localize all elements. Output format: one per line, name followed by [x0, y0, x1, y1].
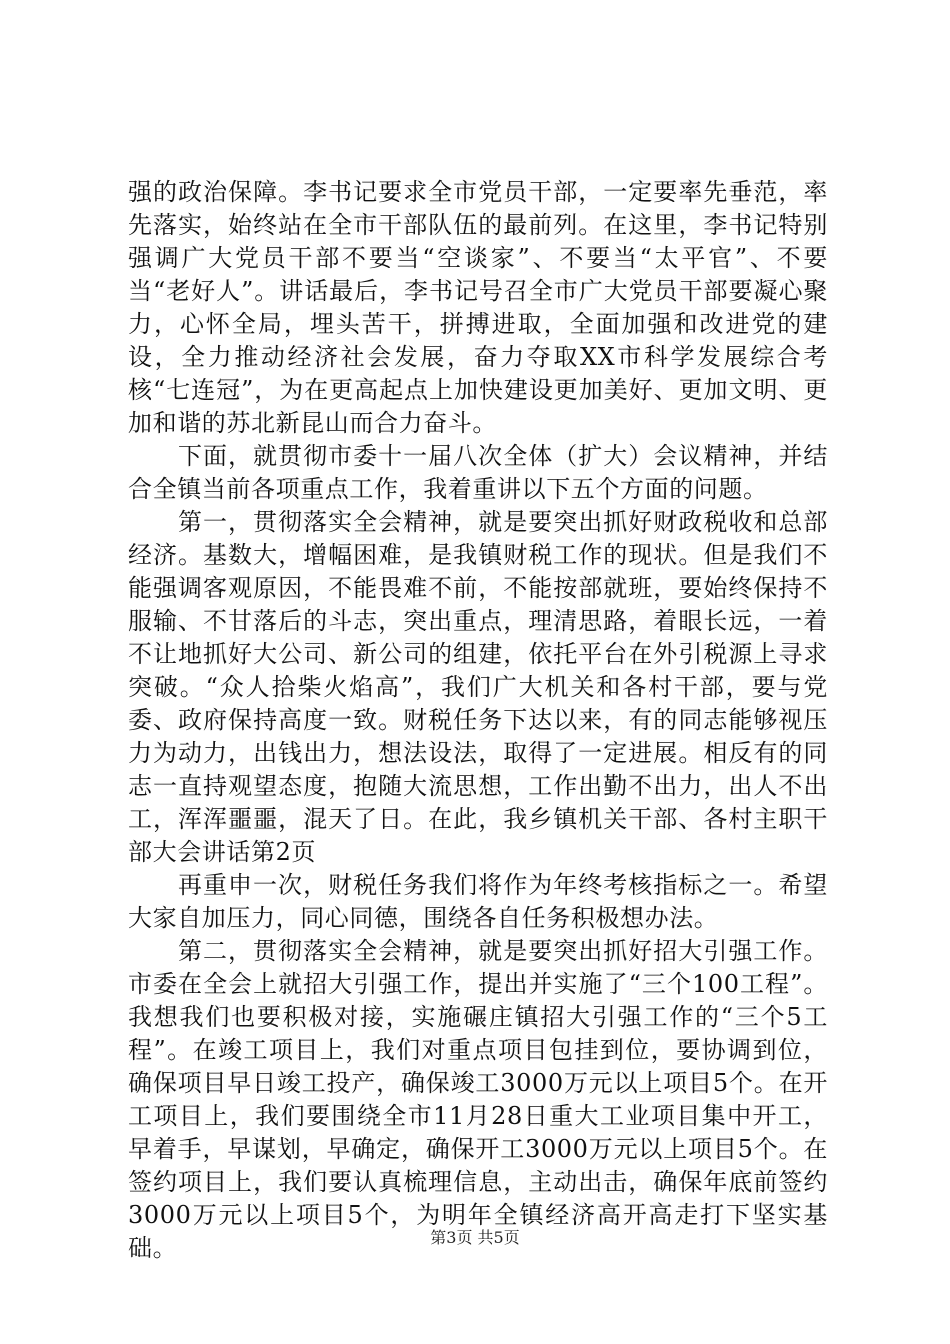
page-number-label: 第3页 共5页	[430, 1228, 520, 1247]
page-footer	[0, 1228, 950, 1248]
paragraph-4: 再重申一次，财税任务我们将作为年终考核指标之一。希望大家自加压力，同心同德，围绕各自任务积极想办法。	[128, 871, 828, 932]
document-body	[128, 176, 828, 1265]
paragraph-5: 第二，贯彻落实全会精神，就是要突出抓好招大引强工作。市委在全会上就招大引强工作，提出并实施了“三个100工程”。我想我们也要积极对接，实施碾庄镇招大引强工作的“三个5工程”。在竣工项目上，我们对重点项目包挂到位，要协调到位，确保项目早日竣工投产，确保竣工3000万元以上项目5个。在开工项目上，我们要围绕全市11月28日重大工业项目集中开工，早着手，早谋划，早确定，确保开工3000万元以上项目5个。在签约项目上，我们要认真梳理信息，主动出击，确保年底前签约3000万元以上项目5个，为明年全镇经济高开高走打下坚实基础。	[128, 937, 828, 1262]
paragraph-3: 第一，贯彻落实全会精神，就是要突出抓好财政税收和总部经济。基数大，增幅困难，是我镇财税工作的现状。但是我们不能强调客观原因，不能畏难不前，不能按部就班，要始终保持不服输、不甘落后的斗志，突出重点，理清思路，着眼长远，一着不让地抓好大公司、新公司的组建，依托平台在外引税源上寻求突破。“众人拾柴火焰高”，我们广大机关和各村干部，要与党委、政府保持高度一致。财税任务下达以来，有的同志能够视压力为动力，出钱出力，想法设法，取得了一定进展。相反有的同志一直持观望态度，抱随大流思想，工作出勤不出力，出人不出工，浑浑噩噩，混天了日。在此，我乡镇机关干部、各村主职干部大会讲话第2页	[128, 508, 828, 866]
paragraph-1: 强的政治保障。李书记要求全市党员干部，一定要率先垂范，率先落实，始终站在全市干部队伍的最前列。在这里，李书记特别强调广大党员干部不要当“空谈家”、不要当“太平官”、不要当“老好人”。讲话最后，李书记号召全市广大党员干部要凝心聚力，心怀全局，埋头苦干，拼搏进取，全面加强和改进党的建设，全力推动经济社会发展，奋力夺取XX市科学发展综合考核“七连冠”，为在更高起点上加快建设更加美好、更加文明、更加和谐的苏北新昆山而合力奋斗。	[128, 178, 828, 437]
paragraph-2: 下面，就贯彻市委十一届八次全体（扩大）会议精神，并结合全镇当前各项重点工作，我着重讲以下五个方面的问题。	[128, 442, 828, 503]
